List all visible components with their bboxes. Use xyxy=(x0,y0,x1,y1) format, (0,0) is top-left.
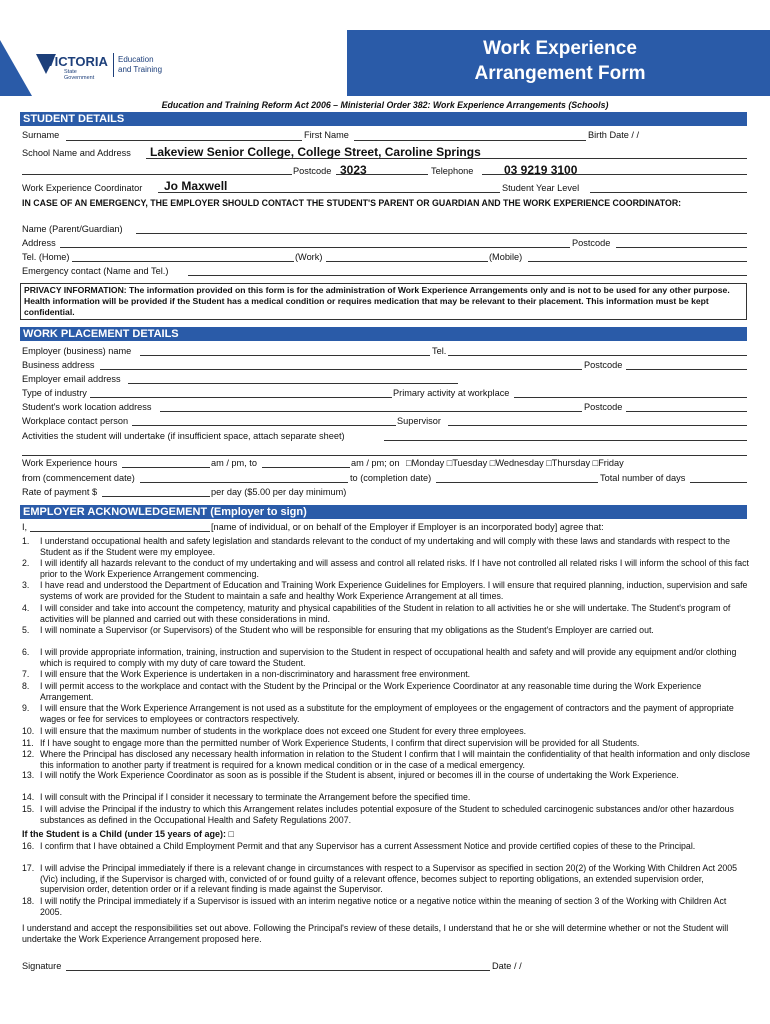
location-field[interactable] xyxy=(160,411,582,412)
school-label: School Name and Address xyxy=(22,148,131,158)
contact-field[interactable] xyxy=(132,425,396,426)
title-line2: Arrangement Form xyxy=(474,63,646,84)
email-label: Employer email address xyxy=(22,374,121,384)
supervisor-label: Supervisor xyxy=(397,416,441,426)
obligation-number: 8. xyxy=(22,681,30,691)
emergency-note: IN CASE OF AN EMERGENCY, THE EMPLOYER SHOULD CONTACT THE STUDENT'S PARENT OR GUARDIAN AND THE WORK EXPERIENCE COORDINATOR: xyxy=(22,198,682,208)
obligation-number: 14. xyxy=(22,792,35,802)
privacy-box: PRIVACY INFORMATION: The information provided on this form is for the administration of Work Experience Arrangements only and is not to be used for any other purpose. Health information will be provided if the Student has a medical condition or requires medication that may be relevant to their placement. This information must be kept confidential. xyxy=(20,283,747,320)
obligation-item xyxy=(22,770,750,781)
address-label: Address xyxy=(22,238,56,248)
birth-date-label: Birth Date / / xyxy=(588,130,640,140)
tel-work-label: (Work) xyxy=(295,252,323,262)
subtitle: Education and Training Reform Act 2006 – Ministerial Order 382: Work Experience Arrangements (Schools) xyxy=(161,100,609,110)
page-title xyxy=(360,36,760,86)
intro-i: I, xyxy=(22,522,28,532)
business-postcode-field[interactable] xyxy=(626,369,747,370)
obligation-item xyxy=(22,603,750,624)
vic-logo xyxy=(36,52,166,86)
telephone-label: Telephone xyxy=(431,166,474,176)
hours-to-field[interactable] xyxy=(262,467,350,468)
total-days-label: Total number of days xyxy=(600,473,686,483)
industry-field[interactable] xyxy=(90,397,392,398)
telephone-value[interactable]: 03 9219 3100 xyxy=(504,163,578,177)
weekday-checkboxes[interactable]: □Monday □Tuesday □Wednesday □Thursday □Friday xyxy=(406,458,624,468)
supervisor-field[interactable] xyxy=(448,425,747,426)
emergency-contact-field[interactable] xyxy=(188,275,747,276)
postcode-label: Postcode xyxy=(293,166,332,176)
obligation-item xyxy=(22,580,750,601)
year-level-field[interactable] xyxy=(590,192,747,193)
address-field[interactable] xyxy=(60,247,570,248)
intro-text: [name of individual, or on behalf of the Employer if Employer is an incorporated body] agree that: xyxy=(211,522,604,532)
first-name-label: First Name xyxy=(304,130,349,140)
employer-name-ack-field[interactable] xyxy=(30,531,210,532)
contact-label: Workplace contact person xyxy=(22,416,129,426)
obligation-text: I confirm that I have obtained a Child Employment Permit and that any Supervisor has a current Assessment Notice and provide certified copies of these to the Principal. xyxy=(40,841,696,851)
hours-label: Work Experience hours xyxy=(22,458,118,468)
title-line1: Work Experience xyxy=(483,38,637,59)
surname-field[interactable] xyxy=(66,140,302,141)
obligation-text: I will permit access to the workplace and contact with the Student by the Principal or the Work Experience Coordinator at any reasonable time during the Work Experience Arrangement. xyxy=(40,681,702,702)
employer-name-label: Employer (business) name xyxy=(22,346,132,356)
from-date-label: from (commencement date) xyxy=(22,473,135,483)
tel-mobile-label: (Mobile) xyxy=(489,252,523,262)
postcode-value[interactable]: 3023 xyxy=(340,163,367,177)
obligation-text: I will advise the Principal immediately if there is a relevant change in circumstances with respect to a Supervisor as specified in section 20(2) of the Working With Children Act 2005 (Vic) including, if the Supervisor is charged with, convicted of or found guilty of a relevant offence, becomes subject to reporting obligations, an extended supervision order, supervision order, detention order or if a relevant finding is made against the Supervisor. xyxy=(40,863,738,895)
business-postcode-label: Postcode xyxy=(584,360,623,370)
obligation-number: 12. xyxy=(22,749,35,759)
obligation-item xyxy=(22,749,750,770)
obligation-number: 13. xyxy=(22,770,35,780)
work-placement-heading: WORK PLACEMENT DETAILS xyxy=(20,327,747,341)
industry-label: Type of industry xyxy=(22,388,87,398)
obligation-number: 1. xyxy=(22,536,30,546)
obligation-item xyxy=(22,804,750,825)
obligation-number: 9. xyxy=(22,703,30,713)
obligation-text: I will consult with the Principal if I consider it necessary to terminate the Arrangement before the specified time. xyxy=(40,792,471,802)
obligation-number: 17. xyxy=(22,863,35,873)
obligation-number: 16. xyxy=(22,841,35,851)
obligation-item xyxy=(22,625,750,636)
obligation-text: I will advise the Principal if the industry to which this Arrangement relates includes potential exposure of the Student to scheduled carcinogenic substances and/or other hazardous substances as defined in the Occupational Health and Safety Regulations 2007. xyxy=(40,804,734,825)
hours-from-field[interactable] xyxy=(122,467,210,468)
coordinator-value[interactable]: Jo Maxwell xyxy=(164,179,228,193)
obligation-item xyxy=(22,558,750,579)
first-name-field[interactable] xyxy=(354,140,586,141)
obligation-text: I will ensure that the Work Experience Arrangement is not used as a substitute for the employment of employees or the engagement of contractors and the payment of appropriate wages or fee for services to employees or contractors respectively. xyxy=(40,703,734,724)
location-postcode-label: Postcode xyxy=(584,402,623,412)
emergency-contact-label: Emergency contact (Name and Tel.) xyxy=(22,266,169,276)
tel-work-field[interactable] xyxy=(326,261,488,262)
obligation-item xyxy=(22,841,750,852)
am-pm-to-label: am / pm, to xyxy=(211,458,257,468)
obligation-item xyxy=(22,738,750,749)
employer-ack-heading: EMPLOYER ACKNOWLEDGEMENT (Employer to sign) xyxy=(20,505,747,519)
surname-label: Surname xyxy=(22,130,60,140)
logo-dept1: Education xyxy=(118,55,154,64)
obligation-number: 4. xyxy=(22,603,30,613)
email-field[interactable] xyxy=(128,383,458,384)
obligation-text: I will ensure that the maximum number of students in the workplace does not exceed one Student for every three employees. xyxy=(40,726,527,736)
obligation-text: I will ensure that the Work Experience is undertaken in a non-discriminatory and harassment free environment. xyxy=(40,669,471,679)
logo-brand: VICTORIA xyxy=(46,54,108,69)
obligation-item xyxy=(22,726,750,737)
rate-label: Rate of payment $ xyxy=(22,487,98,497)
employer-tel-field[interactable] xyxy=(448,355,747,356)
sign-date-label: Date / / xyxy=(492,961,522,971)
am-pm-on-label: am / pm; on xyxy=(351,458,400,468)
activities-label: Activities the student will undertake (if insufficient space, attach separate sheet) xyxy=(22,431,345,441)
obligation-number: 2. xyxy=(22,558,30,568)
postcode-field xyxy=(336,174,428,175)
obligation-item xyxy=(22,896,750,917)
business-address-field[interactable] xyxy=(100,369,582,370)
obligation-number: 11. xyxy=(22,738,34,748)
obligation-number: 10. xyxy=(22,726,35,736)
obligation-item xyxy=(22,681,750,702)
obligation-text: I have read and understood the Department of Education and Training Work Experience Guidelines for Employers. I will ensure that required planning, induction, supervision and safe systems of work are provided for the Student to maintain a safe and healthy Work Experience Arrangement at all times. xyxy=(40,580,748,601)
logo-sub1: State xyxy=(64,69,77,75)
signature-field[interactable] xyxy=(66,970,490,971)
obligation-text: I will consider and take into account the competency, maturity and physical capabilities of the Student in relation to all activities he or she will undertake. The Student's program of activities will be planned and carried out with these considerations in mind. xyxy=(40,603,731,624)
address-postcode-field[interactable] xyxy=(616,247,747,248)
obligation-item xyxy=(22,647,750,668)
obligation-text: I will identify all hazards relevant to the conduct of my undertaking and will assess and control all related risks. If I have not controlled all related risks I will inform the school of this fact prior to the Work Experience Arrangement commencing. xyxy=(40,558,749,579)
logo-sub2: Government xyxy=(64,75,95,81)
obligation-item xyxy=(22,669,750,680)
obligation-item xyxy=(22,536,750,557)
activities-field[interactable] xyxy=(384,440,747,441)
obligation-text: I will notify the Principal immediately if a Supervisor is issued with an interim negative notice or a negative notice within the meaning of section 3 of the Working with Children Act 2005. xyxy=(40,896,727,917)
obligation-text: Where the Principal has disclosed any necessary health information in relation to the Student I confirm that I will maintain the confidentiality of that health information and only disclose this information to another party if treatment is required for a known medical condition or in the case of a medical emergency. xyxy=(40,749,751,770)
to-date-field[interactable] xyxy=(436,482,598,483)
obligation-text: I will nominate a Supervisor (or Supervisors) of the Student who will be responsible for ensuring that my obligations as the Student's Employer are carried out. xyxy=(40,625,654,635)
obligation-text: If I have sought to engage more than the permitted number of Work Experience Students, I confirm that direct supervision will be provided for all Students. xyxy=(40,738,640,748)
tel-mobile-field[interactable] xyxy=(528,261,747,262)
obligation-text: I will notify the Work Experience Coordinator as soon as is possible if the Student is absent, injured or becomes ill in the course of undertaking the Work Experience. xyxy=(40,770,679,780)
telephone-field xyxy=(482,174,747,175)
rate-field[interactable] xyxy=(102,496,210,497)
logo-divider xyxy=(113,53,114,77)
obligation-number: 7. xyxy=(22,669,30,679)
address-postcode-label: Postcode xyxy=(572,238,611,248)
obligation-text: I will provide appropriate information, training, instruction and supervision to the Student in respect of occupational health and safety and will provide any equipment and/or clothing which is required to comply with my duty of care toward the Student. xyxy=(40,647,737,668)
obligation-item xyxy=(22,703,750,724)
obligation-item xyxy=(22,792,750,803)
primary-activity-field[interactable] xyxy=(514,397,747,398)
activities-field-line2[interactable] xyxy=(22,455,747,456)
employer-name-field[interactable] xyxy=(140,355,430,356)
child-heading: If the Student is a Child (under 15 years of age): □ xyxy=(22,829,234,839)
closing-statement: I understand and accept the responsibilities set out above. Following the Principal's review of these details, I understand that he or she will determine whether or not the Student will undertake the Work Experience Arrangement proposed here. xyxy=(22,923,729,944)
school-field-line2[interactable] xyxy=(22,174,292,175)
primary-activity-label: Primary activity at workplace xyxy=(393,388,510,398)
location-label: Student's work location address xyxy=(22,402,152,412)
total-days-field[interactable] xyxy=(690,482,747,483)
signature-label: Signature xyxy=(22,961,62,971)
to-date-label: to (completion date) xyxy=(350,473,432,483)
logo-dept2: and Training xyxy=(118,65,163,74)
obligation-number: 5. xyxy=(22,625,30,635)
obligation-number: 15. xyxy=(22,804,35,814)
parent-name-field[interactable] xyxy=(136,233,747,234)
obligation-number: 18. xyxy=(22,896,35,906)
per-day-label: per day ($5.00 per day minimum) xyxy=(211,487,347,497)
obligation-number: 6. xyxy=(22,647,30,657)
school-field xyxy=(146,158,747,159)
student-details-heading: STUDENT DETAILS xyxy=(20,112,747,126)
from-date-field[interactable] xyxy=(140,482,348,483)
coordinator-label: Work Experience Coordinator xyxy=(22,183,143,193)
obligation-text: I understand occupational health and safety legislation and standards relevant to the conduct of my undertaking and will comply with these laws and standards with respect to the Student as if the Student were my employee. xyxy=(40,536,730,557)
obligation-number: 3. xyxy=(22,580,30,590)
obligation-item xyxy=(22,863,750,895)
coordinator-field xyxy=(158,192,500,193)
parent-name-label: Name (Parent/Guardian) xyxy=(22,224,123,234)
year-level-label: Student Year Level xyxy=(502,183,580,193)
school-value[interactable]: Lakeview Senior College, College Street, Caroline Springs xyxy=(150,145,481,159)
tel-home-field[interactable] xyxy=(72,261,294,262)
tel-home-label: Tel. (Home) xyxy=(22,252,70,262)
location-postcode-field[interactable] xyxy=(626,411,747,412)
employer-tel-label: Tel. xyxy=(432,346,447,356)
business-address-label: Business address xyxy=(22,360,95,370)
